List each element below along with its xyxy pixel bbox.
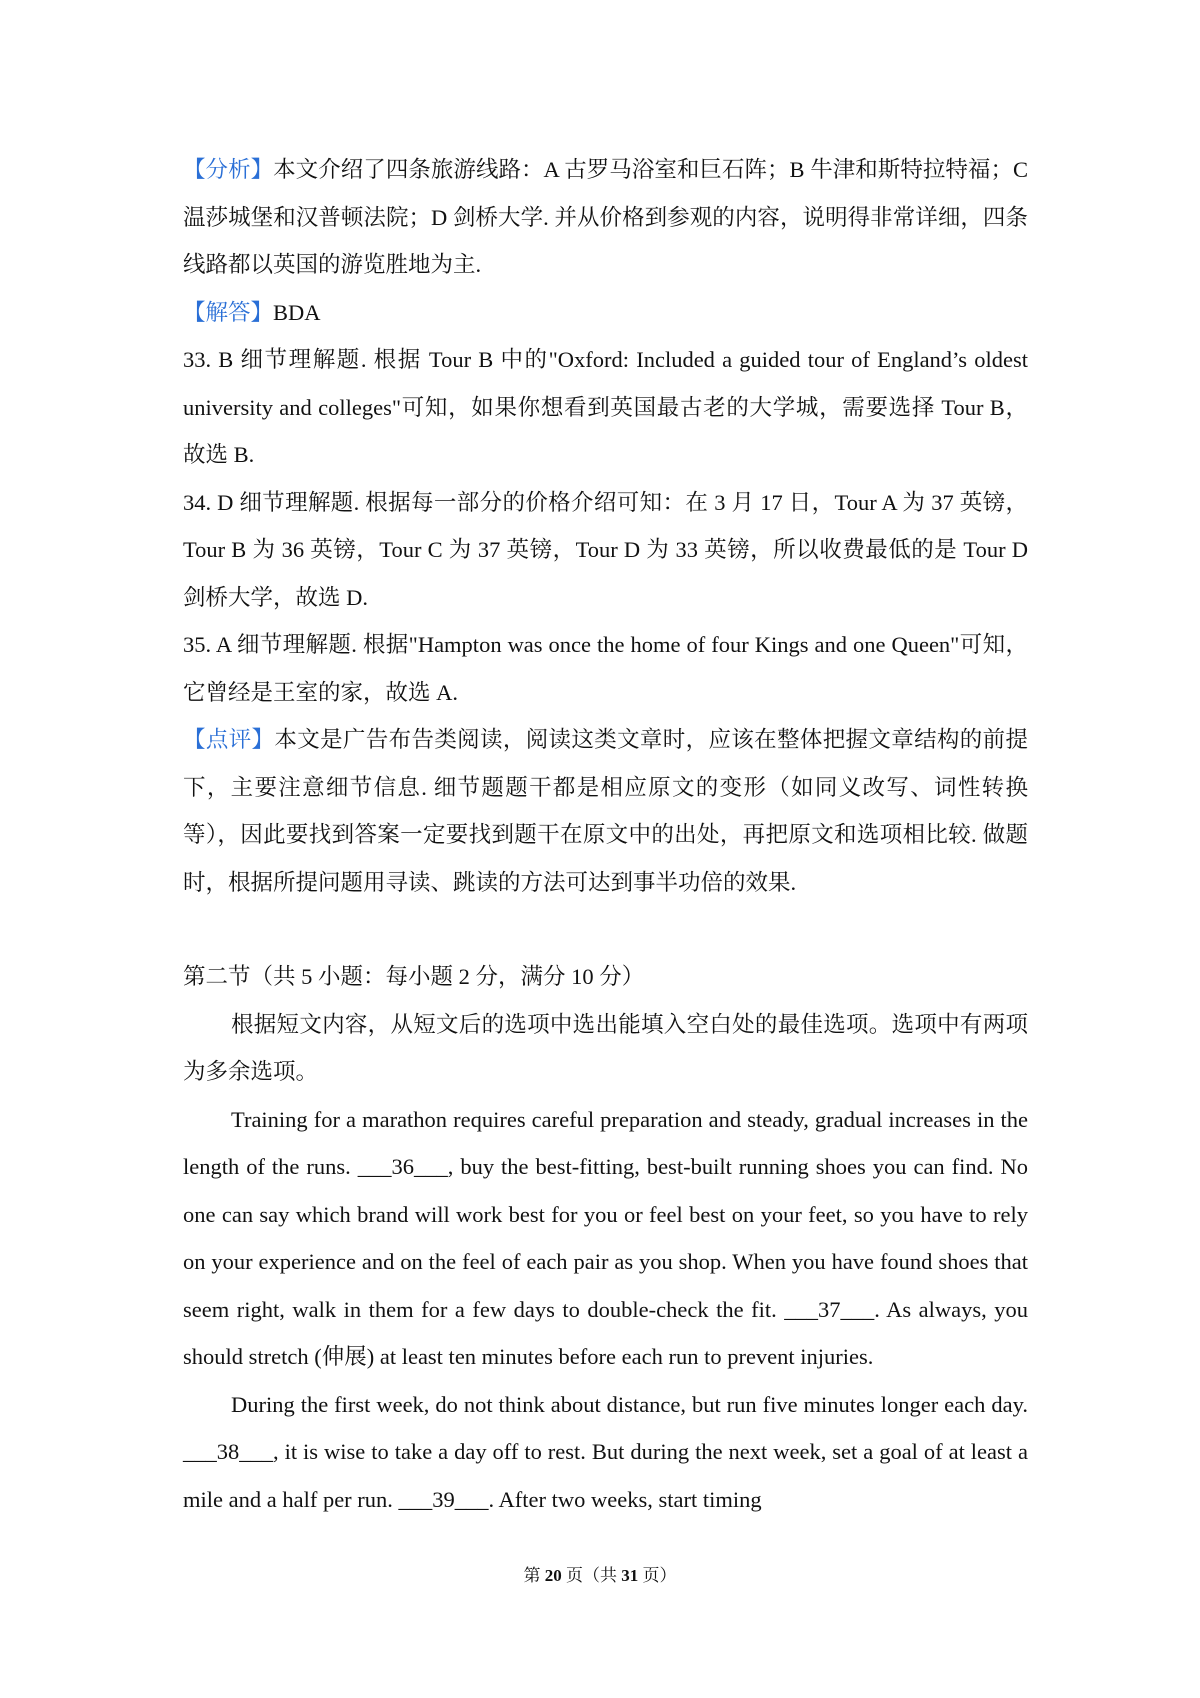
answer-item-33: 33. B 细节理解题. 根据 Tour B 中的"Oxford: Included a guided tour of England’s oldest university and colleges"可知，如果你想看到英国最古老的大学城，需要选择 Tour B，故选 B. [183, 347, 1028, 467]
page-footer [0, 1561, 1200, 1586]
answer-paragraph [183, 289, 1028, 337]
footer-middle: 页（共 [561, 1566, 622, 1585]
answer-item-34: 34. D 细节理解题. 根据每一部分的价格介绍可知：在 3 月 17 日，Tour A 为 37 英镑，Tour B 为 36 英镑，Tour C 为 37 英镑，Tour D 为 33 英镑，所以收费最低的是 Tour D 剑桥大学，故选 D. [183, 489, 1028, 610]
comment-tag: 【点评】 [183, 727, 275, 752]
footer-suffix: 页） [638, 1566, 677, 1585]
answer-text: BDA [273, 299, 321, 325]
passage-paragraph-2: During the first week, do not think about distance, but run five minutes longer each day. ___38___, it is wise to take a day off to rest. But during the next week, set a goal of at least a mile and a half per run. ___39___. After two weeks, start timing [183, 1391, 1028, 1512]
answer-item-35: 35. A 细节理解题. 根据"Hampton was once the home of four Kings and one Queen"可知，它曾经是王室的家，故选 A. [183, 632, 1028, 705]
footer-total-pages: 31 [621, 1566, 639, 1585]
footer-page-number: 20 [544, 1566, 562, 1585]
section-spacer [183, 906, 1028, 953]
section2-instruction: 根据短文内容，从短文后的选项中选出能填入空白处的最佳选项。选项中有两项为多余选项。 [183, 1011, 1028, 1084]
comment-text: 本文是广告布告类阅读，阅读这类文章时，应该在整体把握文章结构的前提下，主要注意细节信息. 细节题题干都是相应原文的变形（如同义改写、词性转换等），因此要找到答案一定要找到题干在原文中的出处，再把原文和选项相比较. 做题时，根据所提问题用寻读、跳读的方法可达到事半功倍的效果. [183, 727, 1028, 895]
comment-paragraph [183, 716, 1028, 906]
analysis-tag: 【分析】 [183, 157, 274, 182]
footer-prefix: 第 [523, 1566, 545, 1585]
page-content [183, 146, 1028, 1523]
analysis-paragraph [183, 146, 1028, 289]
passage-paragraph-1: Training for a marathon requires careful preparation and steady, gradual increases in the length of the runs. ___36___, buy the best-fitting, best-built running shoes you can find. No one can say which brand will work best for you or feel best on your feet, so you have to rely on your experience and on the feel of each pair as you shop. When you have found shoes that seem right, walk in them for a few days to double-check the fit. ___37___. As always, you should stretch (伸展) at least ten minutes before each run to prevent injuries. [183, 1106, 1028, 1369]
analysis-text: 本文介绍了四条旅游线路：A 古罗马浴室和巨石阵；B 牛津和斯特拉特福；C 温莎城堡和汉普顿法院；D 剑桥大学. 并从价格到参观的内容，说明得非常详细，四条线路都以英国的游览胜地为主. [183, 157, 1028, 277]
section2-heading: 第二节（共 5 小题：每小题 2 分，满分 10 分） [183, 964, 645, 989]
answer-tag: 【解答】 [183, 299, 274, 325]
